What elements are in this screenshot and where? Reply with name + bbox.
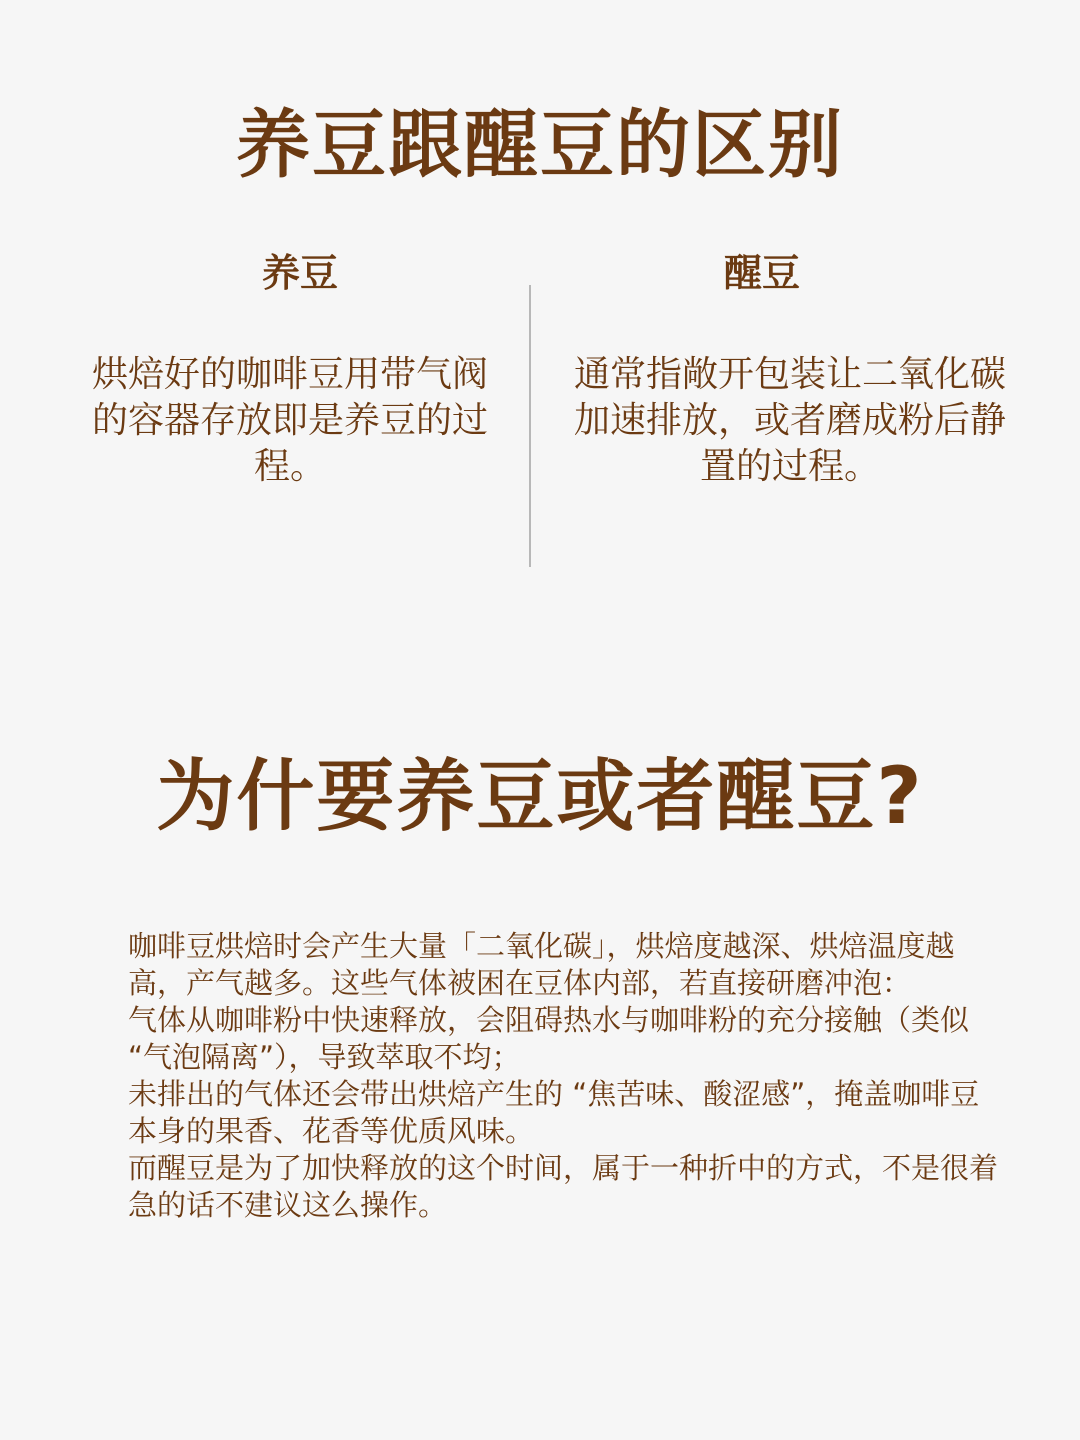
column-divider: [529, 285, 531, 567]
yangdou-description: 烘焙好的咖啡豆用带气阀的容器存放即是养豆的过程。: [91, 354, 488, 487]
xingdou-description: 通常指敞开包装让二氧化碳加速排放，或者磨成粉后静置的过程。: [573, 354, 1006, 487]
heading-xingdou: 醒豆: [723, 251, 800, 295]
paragraph: 气体从咖啡粉中快速释放，会阻碍热水与咖啡粉的充分接触（类似 “气泡隔离”），导致萃取不均；: [128, 1003, 970, 1074]
paragraph: 咖啡豆烘焙时会产生大量「二氧化碳」，烘焙度越深、烘焙温度越高，产气越多。这些气体被困在豆体内部，若直接研磨冲泡：: [128, 929, 955, 1000]
paragraph: 而醒豆是为了加快释放的这个时间，属于一种折中的方式，不是很着急的话不建议这么操作。: [128, 1151, 999, 1222]
section-title-difference: 养豆跟醒豆的区别: [236, 102, 844, 188]
heading-yangdou: 养豆: [261, 251, 338, 295]
section-title-why: 为什要养豆或者醒豆?: [156, 752, 924, 842]
paragraph: 未排出的气体还会带出烘焙产生的 “焦苦味、酸涩感”，掩盖咖啡豆本身的果香、花香等优质风味。: [128, 1077, 980, 1148]
explanation-text: [128, 928, 998, 1224]
